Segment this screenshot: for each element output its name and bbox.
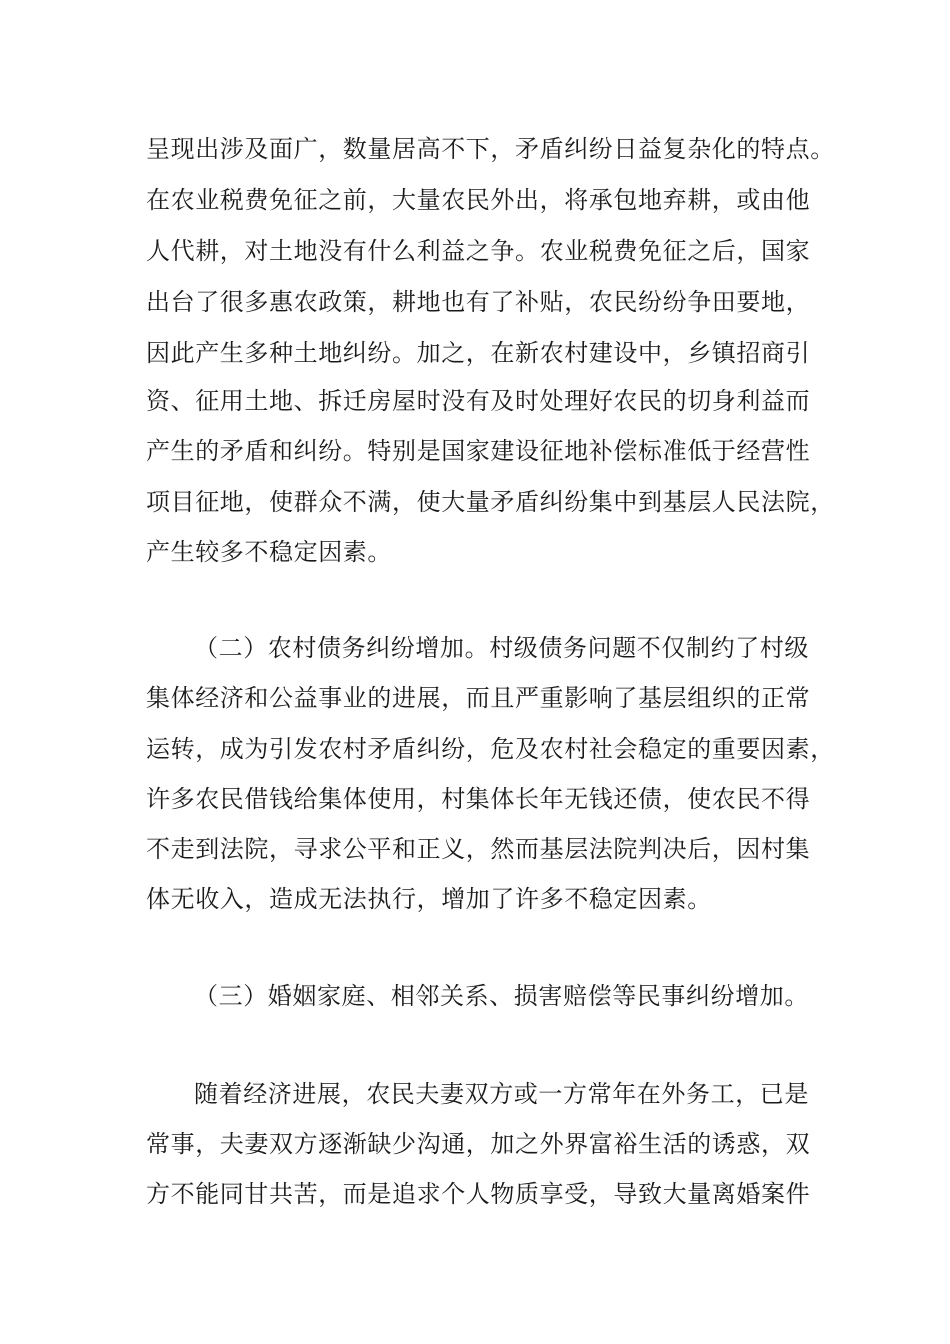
- text-line: 常事，夫妻双方逐渐缺少沟通，加之外界富裕生活的诱惑，双: [146, 1130, 811, 1158]
- text-line: 产生较多不稳定因素。: [146, 538, 392, 566]
- text-line: 在农业税费免征之前，大量农民外出，将承包地弃耕，或由他: [146, 186, 811, 214]
- text-line: 方不能同甘共苦，而是追求个人物质享受，导致大量离婚案件: [146, 1180, 811, 1208]
- text-line: （三）婚姻家庭、相邻关系、损害赔偿等民事纠纷增加。: [194, 982, 809, 1010]
- text-line: 资、征用土地、拆迁房屋时没有及时处理好农民的切身利益而: [146, 387, 811, 415]
- text-line: 随着经济进展，农民夫妻双方或一方常年在外务工，已是: [194, 1080, 809, 1108]
- text-line: 体无收入，造成无法执行，增加了许多不稳定因素。: [146, 885, 712, 913]
- text-line: 产生的矛盾和纠纷。特别是国家建设征地补偿标准低于经营性: [146, 437, 811, 465]
- text-line: 许多农民借钱给集体使用，村集体长年无钱还债，使农民不得: [146, 785, 811, 813]
- text-line: 集体经济和公益事业的进展，而且严重影响了基层组织的正常: [146, 684, 811, 712]
- text-line: 呈现出涉及面广，数量居高不下，矛盾纠纷日益复杂化的特点。: [146, 135, 835, 163]
- text-line: 不走到法院，寻求公平和正义，然而基层法院判决后，因村集: [146, 835, 811, 863]
- text-line: 因此产生多种土地纠纷。加之，在新农村建设中，乡镇招商引: [146, 339, 811, 367]
- text-line: 人代耕，对土地没有什么利益之争。农业税费免征之后，国家: [146, 237, 811, 265]
- text-line: 运转，成为引发农村矛盾纠纷，危及农村社会稳定的重要因素，: [146, 735, 835, 763]
- text-line: （二）农村债务纠纷增加。村级债务问题不仅制约了村级: [194, 634, 809, 662]
- text-line: 出台了很多惠农政策，耕地也有了补贴，农民纷纷争田要地，: [146, 288, 811, 316]
- text-line: 项目征地，使群众不满，使大量矛盾纠纷集中到基层人民法院，: [146, 488, 835, 516]
